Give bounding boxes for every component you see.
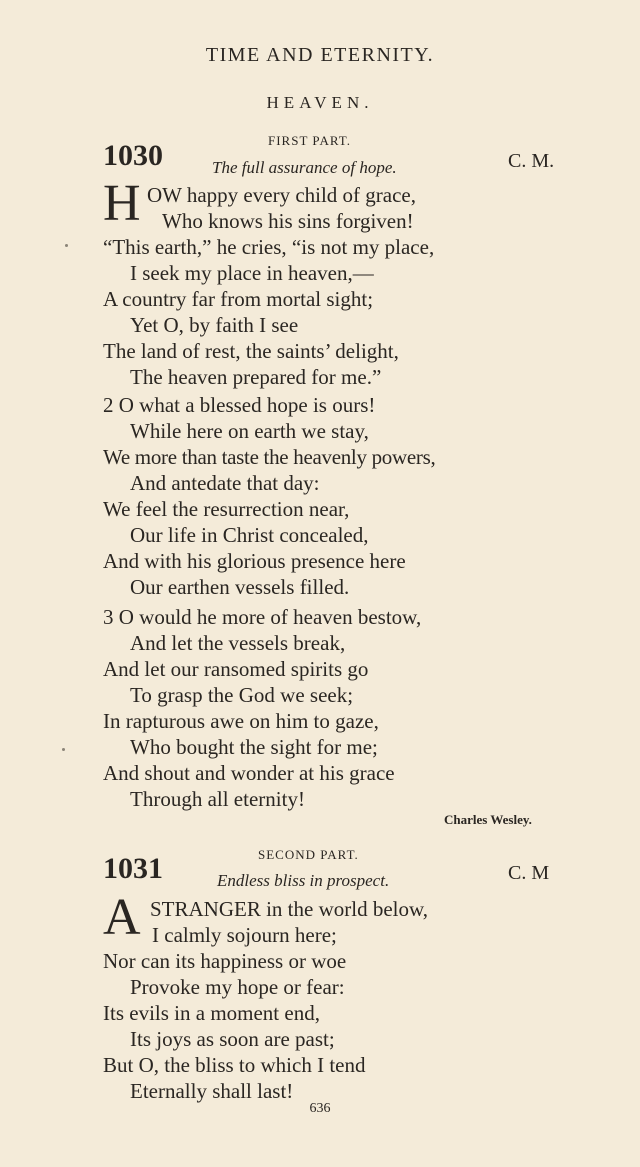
verse-line: Yet O, by faith I see — [130, 313, 299, 337]
verse-line: The heaven prepared for me.” — [130, 365, 382, 389]
verse-line: Its evils in a moment end, — [103, 1001, 320, 1025]
verse-line: OW happy every child of grace, — [147, 183, 417, 207]
verse-line: Provoke my hope or fear: — [130, 975, 345, 999]
verse-line: “This earth,” he cries, “is not my place, — [103, 235, 435, 259]
verse-line: To grasp the God we seek; — [130, 683, 354, 707]
drop-cap-h: H — [103, 175, 141, 232]
hymn-number-1031: 1031 — [103, 852, 163, 885]
verse-line: While here on earth we stay, — [130, 419, 369, 443]
verse-line: 3 O would he more of heaven bestow, — [103, 605, 422, 629]
verse-line: I calmly sojourn here; — [152, 923, 337, 947]
hymn-number-1030: 1030 — [103, 139, 163, 172]
verse-line: And with his glorious presence here — [103, 549, 406, 573]
verse-line: And let our ransomed spirits go — [103, 657, 369, 681]
verse-line: A country far from mortal sight; — [103, 287, 374, 311]
running-head: TIME AND ETERNITY. — [205, 44, 435, 66]
verse-line: We feel the resurrection near, — [103, 497, 350, 521]
verse-line: Its joys as soon are past; — [130, 1027, 335, 1051]
paper-speck — [65, 244, 68, 247]
verse-line: We more than taste the heavenly powers, — [103, 445, 436, 469]
meter-1031: C. M — [508, 862, 550, 884]
verse-line: And shout and wonder at his grace — [103, 761, 395, 785]
hymn-subtitle-1031: Endless bliss in prospect. — [217, 871, 390, 890]
verse-line: The land of rest, the saints’ delight, — [103, 339, 399, 363]
part-label-second: SECOND PART. — [258, 847, 359, 862]
verse-line: But O, the bliss to which I tend — [103, 1053, 366, 1077]
verse-line: And let the vessels break, — [130, 631, 346, 655]
verse-line: Nor can its happiness or woe — [103, 949, 347, 973]
verse-line: I seek my place in heaven,— — [130, 261, 374, 285]
hymn-subtitle-1030: The full assurance of hope. — [212, 158, 397, 177]
verse-line: And antedate that day: — [130, 471, 320, 495]
page-number: 636 — [309, 1101, 331, 1116]
verse-line: Our earthen vessels filled. — [130, 575, 350, 599]
verse-line: Eternally shall last! — [130, 1079, 294, 1103]
section-title: HEAVEN. — [266, 93, 374, 112]
paper-speck — [62, 748, 65, 751]
verse-line: Through all eternity! — [130, 787, 305, 811]
drop-cap-a: A — [103, 889, 141, 946]
verse-line: In rapturous awe on him to gaze, — [103, 709, 379, 733]
verse-line: Who bought the sight for me; — [130, 735, 378, 759]
attribution-charles-wesley: Charles Wesley. — [444, 812, 532, 827]
verse-line: STRANGER in the world below, — [150, 897, 429, 921]
verse-line: 2 O what a blessed hope is ours! — [103, 393, 376, 417]
verse-line: Our life in Christ concealed, — [130, 523, 369, 547]
part-label-first: FIRST PART. — [268, 133, 351, 148]
verse-line: Who knows his sins forgiven! — [162, 209, 414, 233]
meter-1030: C. M. — [508, 150, 555, 172]
